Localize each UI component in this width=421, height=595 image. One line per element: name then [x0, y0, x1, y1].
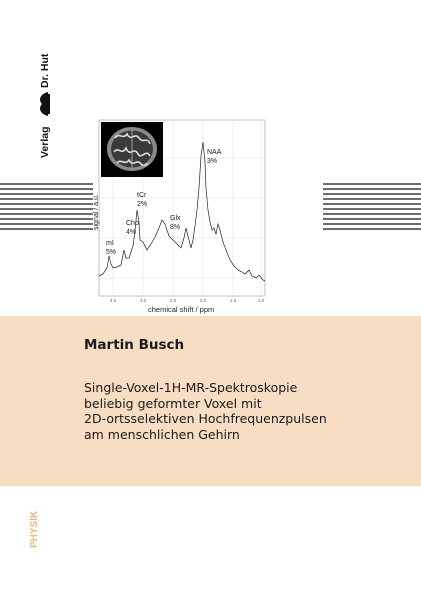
- spectrum-plot: [93, 118, 323, 316]
- peak-label-tcr: tCr: [137, 192, 147, 199]
- x-tick-label: 3.0: [139, 298, 147, 303]
- peak-percent-mi: 5%: [106, 249, 117, 256]
- publisher-verlag: Verlag: [39, 126, 51, 158]
- book-title-line: 2D-ortsselektiven Hochfrequenzpulsen: [84, 411, 327, 426]
- x-tick-label: 1.0: [257, 298, 265, 303]
- peak-label-mi: mI: [106, 240, 114, 247]
- x-tick-label: 3.5: [109, 298, 117, 303]
- book-title: [84, 380, 384, 442]
- book-title-line: Single-Voxel-1H-MR-Spektroskopie: [84, 380, 298, 395]
- y-axis-label: signal / a.u.: [93, 194, 100, 230]
- book-title-line: beliebig geformter Voxel mit: [84, 395, 262, 411]
- author-name: Martin Busch: [84, 337, 185, 353]
- peak-label-naa: NAA: [207, 149, 222, 156]
- brain-mri-image: [101, 122, 163, 177]
- x-tick-label: 2.0: [199, 298, 207, 303]
- book-title-line: am menschlichen Gehirn: [84, 426, 240, 442]
- publisher-logo: [22, 40, 62, 160]
- peak-percent-naa: 3%: [207, 158, 218, 165]
- peak-label-cho: Cho: [126, 220, 139, 227]
- peak-percent-tcr: 2%: [137, 201, 148, 208]
- publisher-emblem-icon: [40, 92, 50, 116]
- x-axis-label: chemical shift / ppm: [148, 305, 215, 314]
- decorative-stripes-right: [323, 183, 421, 233]
- x-tick-label: 2.5: [169, 298, 177, 303]
- publisher-name: Dr. Hut: [39, 53, 51, 88]
- subject-label: [23, 499, 43, 549]
- peak-percent-cho: 4%: [126, 229, 137, 236]
- peak-label-glx: Glx: [170, 215, 181, 222]
- peak-percent-glx: 8%: [170, 224, 181, 231]
- x-tick-label: 1.5: [229, 298, 237, 303]
- subject-text: PHYSIK: [29, 510, 40, 548]
- spectrum-figure: [93, 118, 323, 316]
- decorative-stripes-left: [0, 183, 93, 233]
